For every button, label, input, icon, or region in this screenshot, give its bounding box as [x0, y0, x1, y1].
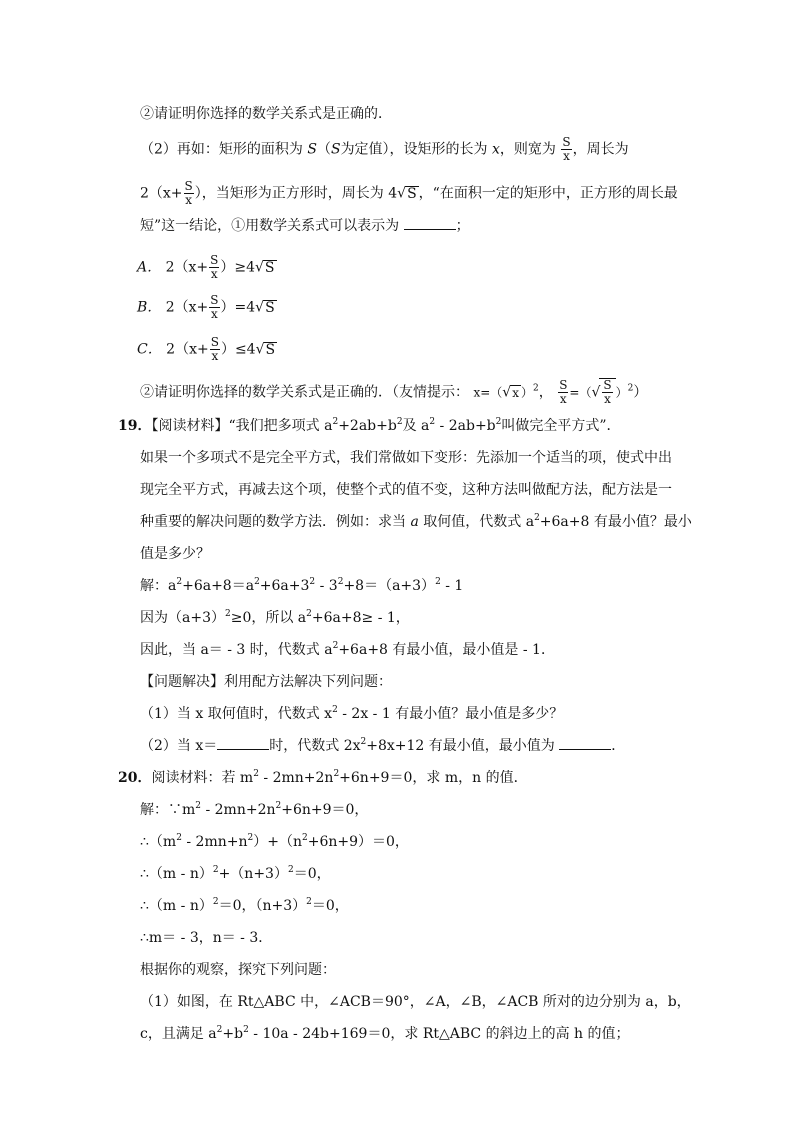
q19-solution-3: 因此，当 a＝ - 3 时，代数式 $a^2+6a+8$ 有最小值，最小值是 - 1．: [140, 641, 555, 658]
problem-solving-heading: 【问题解决】利用配方法解决下列问题：: [140, 674, 392, 690]
option-label: B．: [137, 299, 162, 316]
text: ）≤4: [220, 341, 256, 358]
radicand: S: [407, 185, 417, 202]
text: 短”这一结论，①用数学关系式可以表示为: [140, 218, 400, 234]
q19-paragraph-3: 种重要的解决问题的数学方法．例如：求当 a 取何值，代数式 $a^2+6a+8$ 有最小值？最小: [140, 513, 692, 530]
text: （: [316, 141, 331, 158]
text: 取何值，代数式 a: [423, 514, 535, 530]
text: - 2ab+b: [435, 418, 496, 434]
var-S: S: [330, 141, 341, 158]
text: 叫做完全平方式”．: [501, 418, 621, 434]
option-c[interactable]: [137, 336, 277, 363]
sqrt-sign: √: [255, 299, 265, 316]
sqrt-sign: √: [255, 259, 264, 276]
text: x=（: [473, 385, 503, 400]
answer-blank-x[interactable]: [217, 737, 269, 750]
sqrt-sign: √: [255, 341, 265, 358]
part2-line3: [140, 216, 470, 236]
text: ）=4: [220, 299, 256, 316]
text: 2（x+: [140, 185, 183, 202]
q20-solution-4: ∴（m - n）$^2$＝0，$(n+3)^2=0$，: [140, 897, 349, 914]
sqrt-sign: √: [397, 185, 407, 202]
exponent: 2: [533, 383, 539, 394]
proof-prompt-2: [140, 378, 647, 406]
question-20-header: 20．阅读材料：若 $m^2 - 2mn+2n^2+6n+9=0$，求 m，n 的值．: [118, 769, 528, 786]
option-b[interactable]: [137, 294, 277, 321]
q20-observe: 根据你的观察，探究下列问题：: [140, 962, 336, 978]
option-label: C．: [137, 341, 162, 358]
fraction-s-over-x: $\frac{S}{x}$: [210, 253, 219, 281]
q19-solution-2: 因为$(a+3)^2\ge 0$，所以 $a^2+6a+8\ge - 1$，: [140, 609, 410, 626]
proof-prompt-1: ②请证明你选择的数学关系式是正确的．: [140, 106, 392, 122]
text: ；: [455, 218, 470, 234]
question-number: 20．: [118, 770, 152, 786]
fraction-s-over-x: $\frac{S}{x}$: [184, 179, 193, 207]
radicand-fraction: $\frac{S}{x}$: [599, 378, 615, 406]
text: （2）再如：矩形的面积为: [140, 141, 303, 158]
radicand: S: [265, 299, 275, 316]
text: 【阅读材料】“我们把多项式 a: [151, 418, 333, 434]
option-label: A．: [137, 259, 162, 276]
radicand: x: [512, 385, 519, 400]
var-a: a: [410, 514, 419, 530]
radicand: S: [265, 341, 276, 358]
q20-solution-1: 解：$\because m^2 - 2mn+2n^2+6n+9=0$，: [140, 801, 369, 818]
q19-paragraph-2: 现完全平方式，再减去这个项，使整个式的值不变，这种方法叫做配方法，配方法是一: [140, 482, 672, 498]
q19-paragraph-4: 值是多少？: [140, 546, 210, 562]
text: 种重要的解决问题的数学方法．例如：求当: [140, 514, 406, 530]
text: ）: [633, 384, 648, 401]
text: ）: [520, 385, 533, 400]
q20-subquestion-1-line1: （1）如图，在 Rt△ABC 中，∠ACB＝90°，∠A，∠B，∠ACB 所对的边分别为 a，b，: [140, 994, 691, 1010]
sqrt-sign: √: [591, 384, 601, 401]
text: 2（x+: [165, 259, 209, 276]
sqrt-sign: √: [502, 384, 512, 401]
text: ）≥4: [220, 259, 255, 276]
text: +6a+8 有最小值？最小: [539, 514, 692, 530]
q20-subquestion-1-line2: c，且满足 $a^2+b^2 - 10a - 24b+169=0$，求 Rt△ABC 的斜边上的高 h 的值；: [140, 1025, 630, 1042]
part2-line1: [140, 136, 629, 163]
radicand: S: [264, 259, 275, 276]
var-x: x: [492, 141, 500, 158]
text: =（: [569, 385, 592, 400]
text: ），当矩形为正方形时，周长为 4: [194, 185, 398, 202]
text: ）: [615, 385, 628, 400]
q20-solution-5: ∴m＝ - 3，n＝ - 3．: [140, 930, 273, 946]
q20-solution-2: $\therefore(m^2 - 2mn+n^2)+(n^2+6n+9)=0$，: [140, 833, 409, 850]
fraction-s-over-x: $\frac{S}{x}$: [562, 135, 571, 163]
text: 2（x+: [165, 299, 209, 316]
question-19-header: 19．【阅读材料】“我们把多项式 $a^2+2ab+b^2$及 $a^2 - 2ab+b^2$叫做完全平方式”．: [118, 417, 621, 434]
q19-subquestion-1: （1）当 x 取何值时，代数式 $x^2 - 2x - 1$ 有最小值？最小值是多少？: [140, 705, 564, 722]
q19-subquestion-2: （2）当 x＝ 时，代数式 $2x^2+8x+12$ 有最小值，最小值为 ．: [140, 737, 626, 754]
text: 为定值），设矩形的长为: [340, 141, 488, 158]
text: 及 a: [402, 418, 430, 434]
fraction-s-over-x: $\frac{S}{x}$: [559, 378, 568, 406]
answer-blank-min[interactable]: [559, 737, 611, 750]
text: ②请证明你选择的数学关系式是正确的．（友情提示：: [140, 384, 469, 401]
text: +2ab+b: [338, 418, 397, 434]
q20-solution-3: ∴（m - $n)^2+(n+3)^2=0$，: [140, 865, 331, 882]
question-number: 19．: [118, 418, 152, 434]
q19-paragraph-1: 如果一个多项式不是完全平方式，我们常做如下变形：先添加一个适当的项，使式中出: [140, 450, 672, 466]
fraction-s-over-x: $\frac{S}{x}$: [210, 335, 219, 363]
text: ，则宽为: [499, 141, 556, 158]
part2-line2: [140, 180, 678, 207]
fraction-s-over-x: $\frac{S}{x}$: [210, 293, 219, 321]
q19-solution-1: 解：$a^2+6a+8=a^2+6a+3^2 - 3^2+8=(a+3)^2 - 1$: [140, 577, 464, 594]
text: ，周长为: [572, 141, 629, 158]
exponent: 2: [627, 383, 634, 394]
text: 2（x+: [166, 341, 209, 358]
option-a[interactable]: [137, 254, 277, 281]
var-S: S: [307, 141, 317, 158]
text: ，: [538, 384, 553, 401]
text: ，“在面积一定的矩形中，正方形的周长最: [418, 185, 678, 202]
answer-blank[interactable]: [404, 217, 456, 230]
